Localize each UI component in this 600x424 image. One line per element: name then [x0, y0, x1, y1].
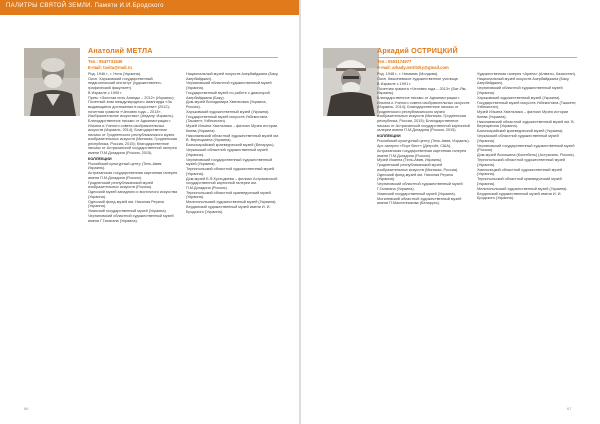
- collection-item: Одесский фонд-музей им. Николая Рериха (Украина).: [377, 172, 453, 182]
- bio-line: Род. 1948 г., г. Ниманик (Молдова).: [377, 72, 439, 76]
- collection-item: Могилевский областной художественный музей имени П.Масленникова (Беларусь).: [377, 196, 462, 206]
- header-title: ПАЛИТРЫ СВЯТОЙ ЗЕМЛИ. Памяти И.И.Бродского: [6, 3, 164, 9]
- collection-item: Российский культурный центр (Тель-Авив, Израиль).: [377, 139, 470, 144]
- collection-item: Черниговский государственный художественный музей (Украина).: [186, 157, 272, 167]
- collection-item: Тернопольский областной краеведческий музей (Украина).: [186, 190, 271, 200]
- bio-column: [88, 72, 180, 224]
- collections-heading: КОЛЛЕКЦИИ: [377, 134, 401, 139]
- collection-item: Музей Ильина Хмельника – филиал Музея истории Киева (Украина).: [186, 124, 278, 133]
- collection-item: Бердянский художественный музей имени И. И. Бродского (Украина).: [186, 205, 271, 214]
- collection-item: Арт-галерея «Порт Вест» (Детройт, США).: [377, 144, 452, 149]
- portrait-image: [323, 48, 379, 116]
- collection-item: Музей Ильина Хмельника – филиал Музея истории Киева (Украина).: [477, 110, 569, 119]
- page-number: 67: [567, 406, 572, 411]
- collection-item: Николаевский областной художественный музей им. В. Верещагина (Украина).: [186, 133, 280, 143]
- collection-item: Тернопольский областной краеведческий музей (Украина).: [477, 177, 562, 186]
- collection-item: Бахчисарайский краеведческий музей (Украина).: [477, 129, 564, 134]
- collection-item: Одесский фонд-музей им. Николая Рериха (Украина).: [88, 199, 164, 209]
- artist-name: Анатолий МЕТЛА: [88, 46, 153, 55]
- collection-item: Гродненский республиканский музей изобразительных искусств (Россия).: [88, 180, 154, 190]
- collection-item: Музей Иоанна (Тель-Авив, Израиль).: [377, 158, 443, 163]
- collection-item: Харьковский художественный музей (Украина).: [477, 95, 561, 100]
- collection-item: Черкасский областной художественный музей (Украина).: [186, 148, 268, 157]
- collection-item: Николаевский областной художественный музей им. В. Верещагина (Украина).: [477, 119, 575, 129]
- bio-line: Окон. Кишиневское художественное училище.: [377, 76, 459, 81]
- bio-line: В Израиле с 1991 г.: [377, 81, 412, 86]
- collection-item: Дом-музей Володимира Хмельника (Украина, Россия).: [186, 100, 267, 109]
- bio-line: Почетная грамота «Человек года – 2013» (Бат-Ям, Израиль).: [377, 86, 467, 96]
- bio-line: Род. 1946 г., г. Нота (Украина).: [88, 72, 142, 76]
- collection-item: Черниговский областной художественный музей имени Г.Галагана (Украина).: [88, 214, 174, 223]
- artist-email: E-mail: tavita@mail.ru: [88, 64, 132, 70]
- collection-item: Черкасский областной художественный музей (Украина).: [477, 134, 559, 143]
- collection-item: Астраханская государственная картинная галерея имени П.М.Догадина (Россия).: [377, 148, 467, 158]
- collection-item: Государственный музей искусств Узбекистана (Ташкент, Узбекистан).: [186, 114, 268, 124]
- artist-email: E-mail: arkady.ostritsky@gmail.com: [377, 64, 449, 70]
- collection-item: Национальный музей искусств Азербайджана (Баку, Азербайджан).: [186, 72, 279, 81]
- name-underline: [377, 57, 577, 58]
- collection-item: Уманский государственный музей (Украина).: [377, 191, 456, 196]
- left-page: [0, 0, 299, 424]
- collection-item: Астраханская государственная картинная галерея имени П.М.Догадина (Россия).: [88, 171, 178, 180]
- right-page: [301, 0, 600, 424]
- collection-item: Черниговский государственный художественный музей (Россия).: [477, 143, 575, 153]
- page-number: 66: [24, 406, 29, 411]
- collection-item: Дом-музей Б.Ф.Кустодиева – филиал Астраханской государственной картинной галереи им. П.М.Догадина (Россия).: [186, 176, 278, 190]
- collection-item: Гродненский республиканский музей изобразительных искусств (Минская, Россия).: [377, 163, 459, 172]
- header-bar: [0, 0, 299, 15]
- collection-item: Одесский музей западного и восточного искусства (Украина).: [88, 190, 178, 199]
- collection-item: Тернопольский областной художественный музей (Украина).: [186, 167, 275, 176]
- collection-item: Черниговский областной художественный музей Г.Галагана (Украина).: [377, 182, 463, 191]
- collection-item: Черниговский областной художественный музей (Украина).: [186, 81, 272, 91]
- collection-item: Государственный музей искусств Узбекистана (Ташкент, Узбекистан).: [477, 100, 577, 110]
- bio-column: [377, 72, 471, 206]
- bio-line: Прем. «Золотая нить Ананды – 2012» (Израиль); Почетный знак международного Авангарда «За выдающиеся достижения в искусстве» (2012); почетная грамота «Человек года – 2013», Изобразительное искусство» (Андалу, Израиль).: [88, 95, 175, 119]
- collection-item: Тернопольский областной художественный музей (Украина).: [477, 158, 566, 167]
- collections-column: [186, 72, 280, 215]
- collection-item: Государственный музей по работе с диаспорой Азербайджана (Баку).: [186, 90, 270, 100]
- bio-line: Благодарственное письмо от Администрации г. Ильнна и Ученого совета изобразительных искусств (Израиль, 2014); Благодарственное письмо от Гродненского республиканского музея изобразительных искусств (Минская, Гродненская республика, Россия, 2015); Благодарственное письмо от Астраханской государственной картинной галереи имени П.М.Догадина (Россия, 2015).: [377, 96, 470, 133]
- portrait-image: [24, 48, 80, 116]
- collections-heading: КОЛЛЕКЦИИ: [88, 156, 112, 161]
- collection-item: Мелитопольский художественный музей (Украина).: [477, 186, 568, 191]
- collection-item: Бахчисарайский краеведческий музей (Беларусь).: [186, 143, 275, 148]
- collection-item: Черниговский областной художественный музей (Украина).: [477, 86, 563, 95]
- collection-item: Мелитопольский художественный музей (Украина).: [186, 200, 277, 205]
- artist-photo-ostritsky: [323, 48, 379, 116]
- artist-photo-metla: [24, 48, 80, 116]
- artist-phone: Тел.: 0547731545: [88, 59, 123, 64]
- bio-line: Благодарственное письмо от Администрации г. Ильнна и Ученого совета изобразительных искусств (Израиль, 2014); Благодарственное письмо от Гродненского республиканского музея изобразительных искусств (Минская, Гродненская республика, Россия, 2015); благодарственное письмо от Астраханской государственной галереи имени П.М.Догадина (Россия, 2015).: [88, 119, 177, 155]
- collection-item: Российский культурный центр (Тель-Авив, Израиль).: [88, 161, 163, 171]
- bio-line: В Израиле с 1995 г.: [88, 90, 123, 95]
- name-underline: [88, 57, 278, 58]
- bio-line: Окон. Харьковский государственный педагогический институт (художественно-графический факультет).: [88, 76, 162, 91]
- collection-item: Дом-музей Волошина (Коктебель) (Астрахань, Россия).: [477, 153, 575, 158]
- collection-item: Национальный музей искусств Азербайджана (Баку, Азербайджан).: [477, 76, 570, 86]
- collection-item: Хмельницкий областной художественный музей (Украина).: [477, 167, 563, 177]
- collections-column: [477, 72, 577, 201]
- collection-item: Харьковский художественный музей (Украина).: [186, 109, 270, 114]
- collection-item: Бердянский художественный музей имени И. И. Бродского (Украина).: [477, 191, 562, 201]
- collection-item: Уманский государственный музей (Украина).: [88, 209, 167, 214]
- collection-item: Художественная галерея «Арина» (Алматы, Казахстан).: [477, 72, 576, 76]
- artist-phone: Тел.: 0503174977: [377, 59, 412, 64]
- artist-name: Аркадий ОСТРИЦКИЙ: [377, 46, 458, 55]
